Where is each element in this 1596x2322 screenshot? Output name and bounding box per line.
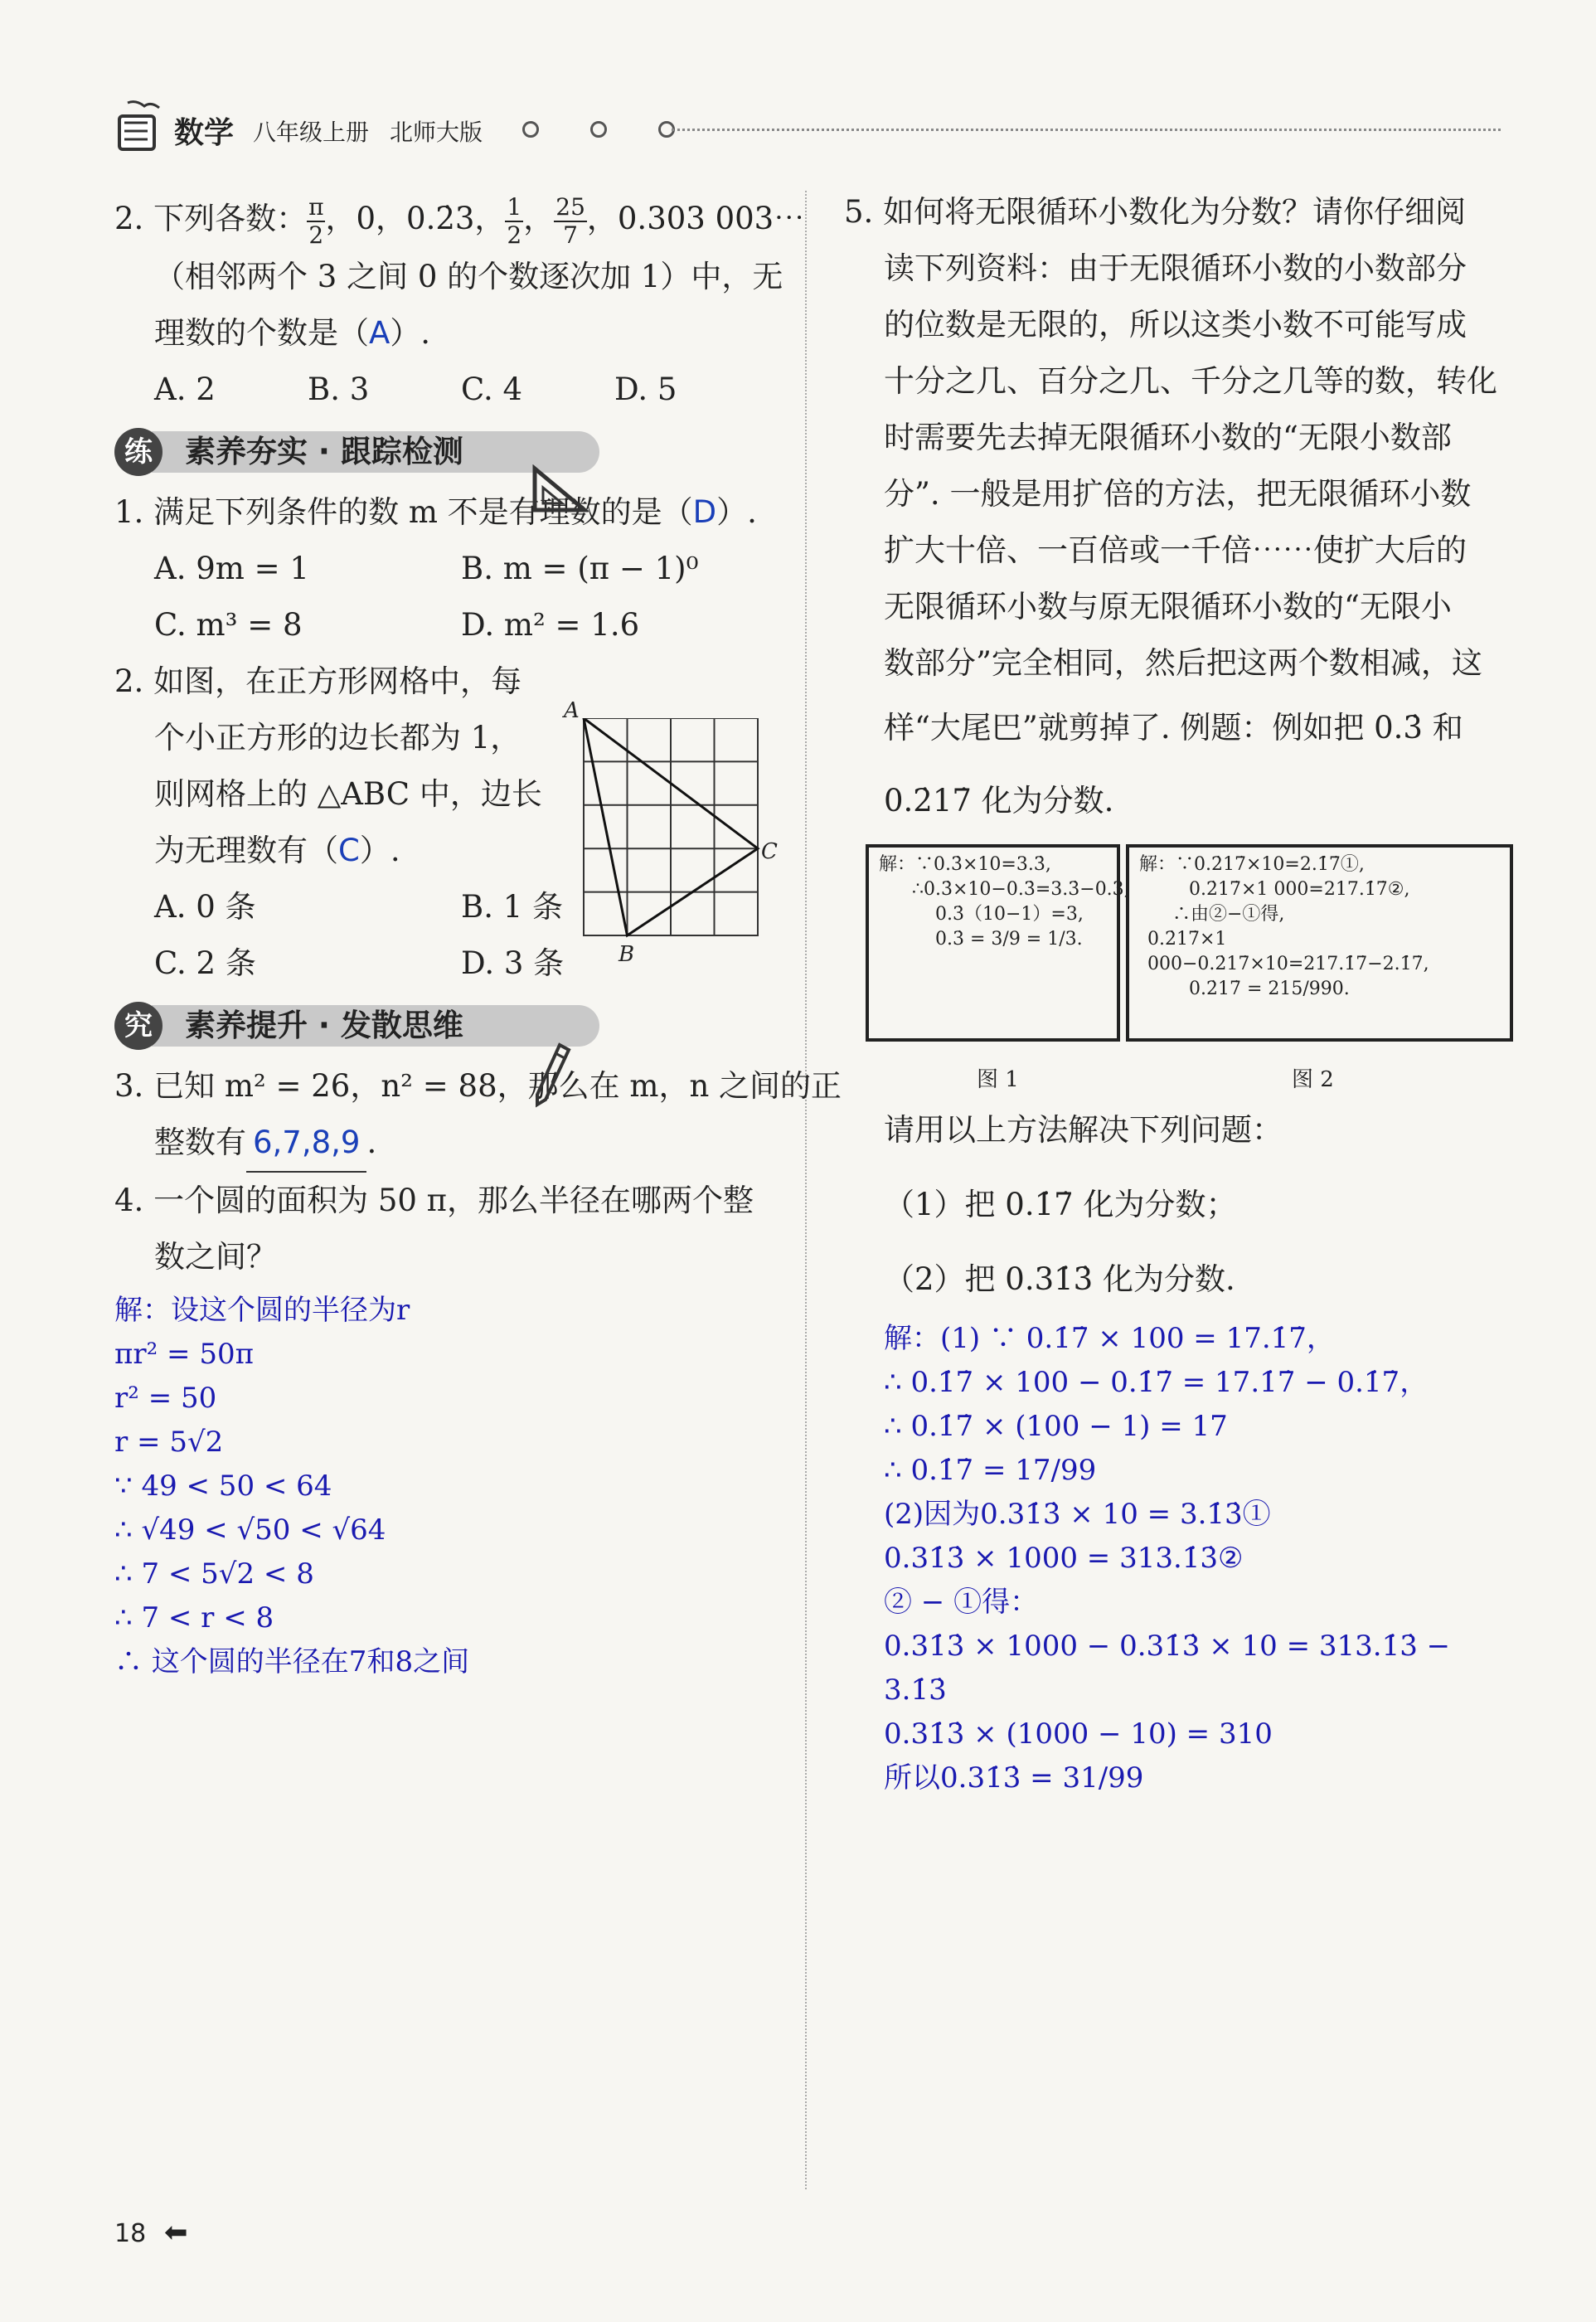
s1q2-answer: C <box>338 832 360 868</box>
q4-line1: 4. 一个圆的面积为 50 π，那么半径在哪两个整 <box>114 1182 754 1218</box>
q2-line1: 2. 下列各数： $\frac{\pi}{2}$ ，0，0.2̇3， $\frac{1}{2}$ ， $\frac{25}{7}$ ，0.303 003⋯ <box>114 192 805 249</box>
s1q1-option-a: A. 9m = 1 <box>154 550 309 586</box>
solution-line: ∴ 7 < r < 8 <box>114 1601 274 1635</box>
s1q2-option-c: C. 2 条 <box>154 945 256 981</box>
solution-line: ∵ 49 < 50 < 64 <box>114 1469 332 1503</box>
s1q1-option-d: D. m² = 1.6 <box>461 606 640 643</box>
q5-line: 无限循环小数与原无限循环小数的“无限小 <box>884 589 1452 624</box>
solution-line: 0.31̇3̇ × 1000 = 313.1̇3̇② <box>884 1542 1244 1575</box>
right-column <box>844 184 1516 1800</box>
solution-line: 0.31̇3̇ × (1000 − 10) = 310 <box>884 1717 1273 1751</box>
s1q1-option-b: B. m = (π − 1)⁰ <box>461 550 699 586</box>
solution-line: (2)因为0.31̇3̇ × 10 = 3.1̇3̇① <box>884 1498 1271 1531</box>
q5-line: 扩大十倍、一百倍或一千倍⋯⋯使扩大后的 <box>884 532 1467 568</box>
q2-option-b: B. 3 <box>308 371 370 407</box>
solution-line: ∴ 0.1̇7̇ × (100 − 1) = 17 <box>884 1410 1228 1443</box>
vertex-b-label: B <box>619 942 635 967</box>
figure-1-caption: 图 1 <box>977 1067 1019 1092</box>
grade-label: 八年级上册 <box>253 119 370 146</box>
figure-line: ∴0.3̇×10−0.3̇=3.3̇−0.3̇, <box>912 879 1130 900</box>
s1q2-line3: 则网格上的 △ABC 中，边长 <box>154 775 542 812</box>
solution-line: 0.31̇3̇ × 1000 − 0.31̇3̇ × 10 = 313.1̇3̇ − 3.1̇3̇ <box>884 1630 1451 1707</box>
publisher-label: 北师大版 <box>390 119 483 146</box>
q2-stem-tail: ，0.303 003⋯ <box>586 201 805 236</box>
q5-line: 分”. 一般是用扩倍的方法，把无限循环小数 <box>884 476 1472 512</box>
s1q2-option-a: A. 0 条 <box>154 888 256 925</box>
task-intro: 请用以上方法解决下列问题： <box>884 1112 1283 1148</box>
s1q1-answer: D <box>692 493 717 530</box>
triangle-ruler-icon <box>531 464 589 514</box>
q3-line2-post: . <box>366 1124 377 1160</box>
q5-line: 读下列资料：由于无限循环小数的小数部分 <box>884 250 1467 286</box>
section-title: 素养提升 · 发散思维 <box>185 1007 463 1043</box>
vertex-c-label: C <box>761 839 778 864</box>
s1q1-stem <box>114 484 786 541</box>
grid-triangle-figure <box>580 718 763 942</box>
task-item-2: （2）把 0.31̇3̇ 化为分数. <box>884 1261 1235 1297</box>
q2-answer: A <box>369 314 391 351</box>
arrow-left-icon: ⬅ <box>164 2216 188 2249</box>
figure-line: 0.3̇ = 3/9 = 1/3. <box>935 929 1083 950</box>
q2-stem-start: 2. 下列各数： <box>114 201 308 236</box>
q5-line: 时需要先去掉无限循环小数的“无限小数部 <box>884 420 1452 455</box>
figure-captions <box>844 1052 1516 1093</box>
s1q2-line4-pre: 为无理数有（ <box>154 832 338 868</box>
figure-2-box <box>1126 844 1513 1042</box>
q5-solution <box>844 1317 1516 1800</box>
fraction-denominator: 2 <box>308 221 324 249</box>
q2-stem-middle: ，0，0.2̇3， <box>325 201 506 236</box>
q2-option-c: C. 4 <box>461 371 523 407</box>
solution-line: ∴ √49 < √50 < √64 <box>114 1513 386 1547</box>
solution-line: 所以0.31̇3̇ = 31/99 <box>884 1761 1144 1795</box>
solution-line: r² = 50 <box>114 1381 217 1415</box>
figure-line: 0.2̇17̇×1 000−0.2̇17̇×10=217.1̇7̇−2.1̇7̇, <box>1147 929 1429 974</box>
fraction-numerator: π <box>308 192 324 221</box>
figure-2-caption: 图 2 <box>1292 1067 1334 1092</box>
s1q2-line4-post: ）. <box>359 832 400 868</box>
s1q1-options-cd <box>114 597 786 653</box>
figure-line: 解：∵0.2̇17̇×10=2.1̇7̇①, <box>1139 854 1365 875</box>
q2-options <box>114 362 786 418</box>
figure-line: 0.2̇17̇×1 000=217.1̇7̇②, <box>1189 879 1410 900</box>
fraction-numerator: 25 <box>555 192 585 221</box>
s1q1-option-c: C. m³ = 8 <box>154 606 303 643</box>
q4-solution <box>114 1289 786 1684</box>
figure-line: ∴由②−①得, <box>1172 904 1285 925</box>
solution-line: ∴ 0.1̇7̇ = 17/99 <box>884 1454 1097 1487</box>
s1q1-stem-pre: 1. 满足下列条件的数 m 不是有理数的是（ <box>114 493 693 530</box>
q2-line3-post: ）. <box>390 314 431 351</box>
s1q2-line2: 个小正方形的边长都为 1， <box>154 719 521 755</box>
q3-line2 <box>114 1115 786 1173</box>
vertex-a-label: A <box>564 698 580 723</box>
task-item-1: （1）把 0.1̇7̇ 化为分数； <box>884 1187 1237 1222</box>
section-title: 素养夯实 · 跟踪检测 <box>185 433 463 469</box>
q2-line3-pre: 理数的个数是（ <box>154 314 369 351</box>
circle-dot-icon <box>590 121 607 138</box>
s1q2-line1: 2. 如图，在正方形网格中，每 <box>114 663 522 699</box>
circle-dot-icon <box>522 121 539 138</box>
fraction-denominator: 2 <box>507 221 522 249</box>
s1q2-option-b: B. 1 条 <box>461 888 564 925</box>
practice-icon: 练 <box>114 428 163 476</box>
s1q2-options-cd <box>114 935 786 992</box>
q3-answer: 6,7,8,9 <box>246 1115 366 1173</box>
explore-icon: 究 <box>114 1002 163 1050</box>
solution-line: 解：设这个圆的半径为r <box>114 1293 410 1327</box>
solution-line: ∴ 这个圆的半径在7和8之间 <box>114 1644 470 1678</box>
pencil-icon <box>531 1042 572 1108</box>
solution-line: r = 5√2 <box>114 1425 224 1459</box>
q2-option-a: A. 2 <box>154 371 216 407</box>
q5-line: 的位数是无限的，所以这类小数不可能写成 <box>884 307 1467 342</box>
solution-line: ∴ 7 < 5√2 < 8 <box>114 1557 314 1591</box>
figure-line: 0.3̇（10−1）=3, <box>935 904 1084 925</box>
q2-option-d: D. 5 <box>614 371 677 407</box>
q3-line1: 3. 已知 m² = 26，n² = 88，那么在 m，n 之间的正 <box>114 1067 842 1104</box>
twentyfive-sevenths-fraction <box>554 194 587 249</box>
q5-line: 样“大尾巴”就剪掉了. 例题：例如把 0.3̇ 和 <box>884 710 1463 746</box>
q4-line2: 数之间？ <box>154 1238 277 1275</box>
pi-over-2-fraction <box>307 194 325 249</box>
subject-title: 数学 <box>174 116 235 150</box>
q5-line: 5. 如何将无限循环小数化为分数？请你仔细阅 <box>844 194 1467 230</box>
figure-line: 0.2̇17̇ = 215/990. <box>1189 979 1350 999</box>
q5-line: 数部分”完全相同，然后把这两个数相减，这 <box>884 645 1482 681</box>
fraction-numerator: 1 <box>507 192 522 221</box>
section-practice-header <box>114 423 786 481</box>
header-dotted-line <box>672 129 1501 131</box>
section-explore-header <box>114 997 786 1055</box>
solution-line: ∴ 0.1̇7̇ × 100 − 0.1̇7̇ = 17.1̇7̇ − 0.1̇7̇， <box>884 1366 1429 1399</box>
page-number: 18 <box>114 2219 147 2248</box>
solution-line: ② − ①得： <box>884 1586 1039 1619</box>
s1q1-stem-post: ）. <box>716 493 757 530</box>
solution-line: πr² = 50π <box>114 1337 254 1371</box>
figure-1-box <box>866 844 1130 1042</box>
example-figures <box>844 844 1516 1052</box>
fraction-denominator: 7 <box>563 221 578 249</box>
book-logo-icon <box>116 98 166 156</box>
q2-line2: （相邻两个 3 之间 0 的个数逐次加 1）中，无 <box>154 258 783 294</box>
s1q2-option-d: D. 3 条 <box>461 945 565 981</box>
q5-line: 十分之几、百分之几、千分之几等的数，转化 <box>884 363 1497 399</box>
s1q1-options-ab <box>114 541 786 597</box>
q5-line: 0.2̇17̇ 化为分数. <box>884 783 1114 819</box>
q3-line2-pre: 整数有 <box>154 1124 246 1160</box>
q2-line3 <box>114 305 786 362</box>
column-divider <box>805 191 807 2189</box>
page-header <box>116 98 1509 164</box>
header-dots <box>522 121 726 141</box>
half-fraction <box>505 194 523 249</box>
figure-line: 解：∵0.3̇×10=3.3̇, <box>879 854 1051 875</box>
solution-line: 解：(1) ∵ 0.1̇7̇ × 100 = 17.1̇7̇， <box>884 1322 1335 1355</box>
